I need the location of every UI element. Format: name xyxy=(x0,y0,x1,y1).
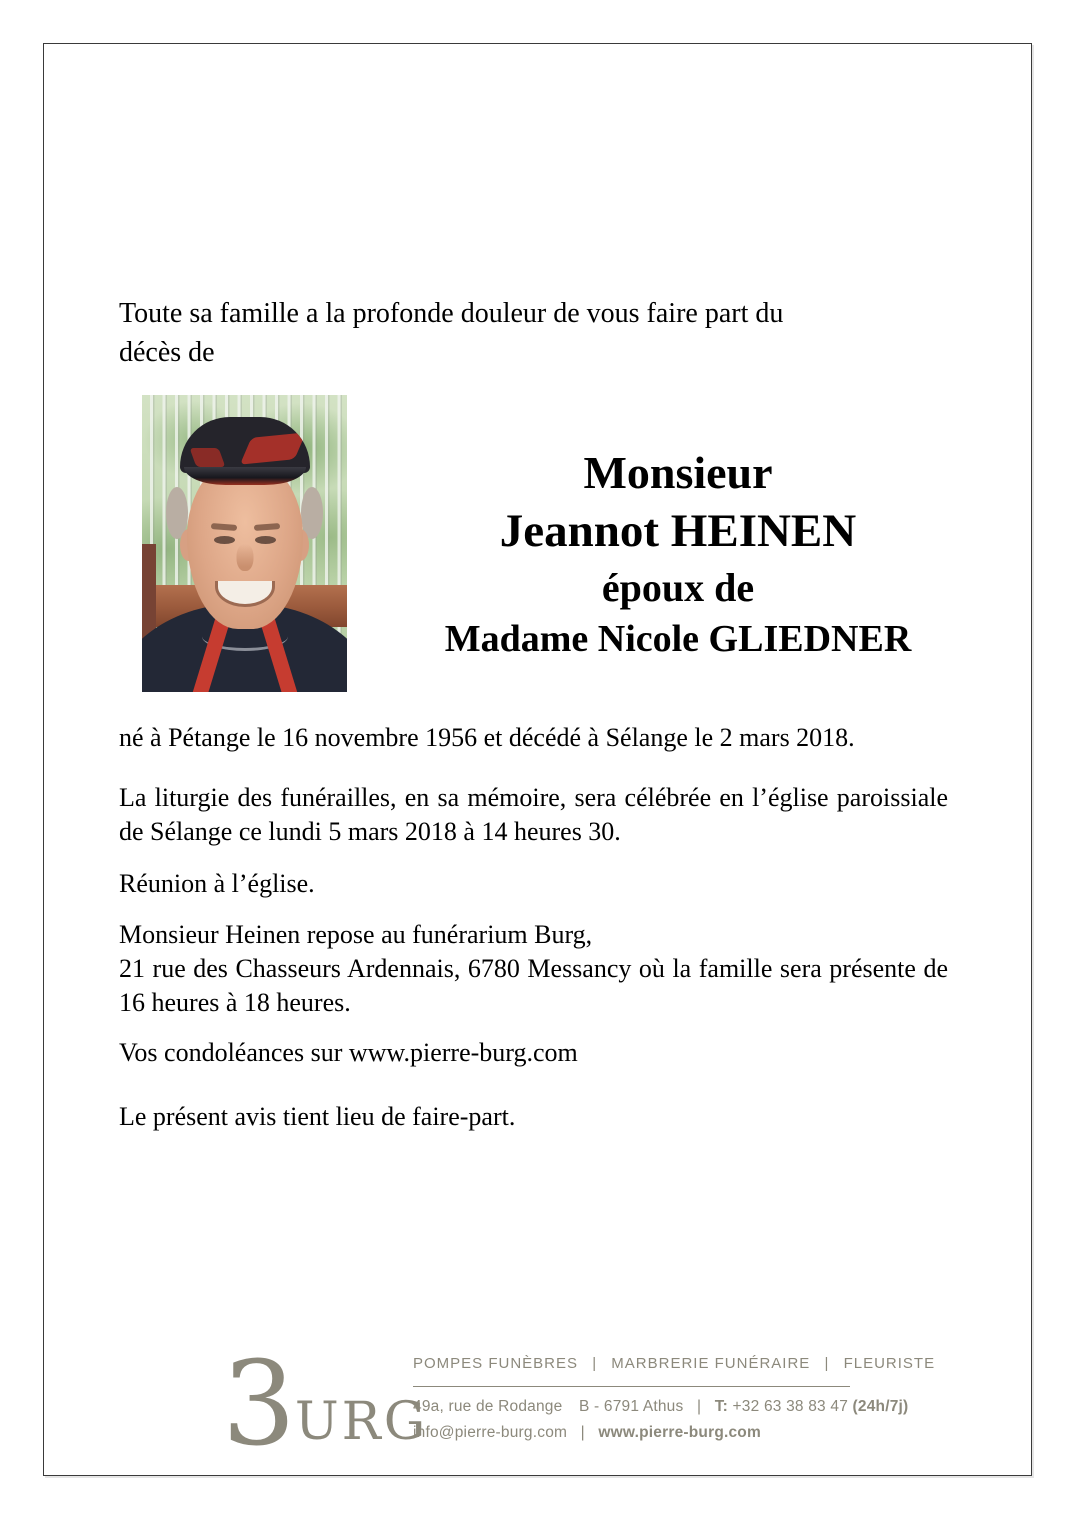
footer-separator: | xyxy=(696,1398,702,1415)
footer-city: B - 6791 Athus xyxy=(578,1398,684,1415)
footer-email: info@pierre-burg.com xyxy=(413,1424,568,1441)
burg-logo xyxy=(222,1337,429,1472)
paragraph-condolences: Vos condoléances sur www.pierre-burg.com xyxy=(119,1038,578,1067)
footer-separator: | xyxy=(580,1424,585,1441)
footer-service-fleuriste: FLEURISTE xyxy=(843,1355,936,1372)
intro-line-2: décès de xyxy=(119,337,215,368)
paragraph-meeting: Réunion à l’église. xyxy=(119,869,315,898)
deceased-relation: époux de xyxy=(601,565,755,610)
footer-service-marbrerie: MARBRERIE FUNÉRAIRE xyxy=(611,1355,811,1372)
paragraph-repose xyxy=(119,918,948,1020)
footer-divider-line xyxy=(413,1386,850,1387)
photo-eye-left xyxy=(214,536,235,544)
photo-nose xyxy=(236,544,253,571)
deceased-title: Monsieur xyxy=(583,447,773,498)
photo-cap-red-patch xyxy=(189,448,225,467)
burg-logo-initial: 3 xyxy=(222,1337,294,1472)
footer-service-pompes: POMPES FUNÈBRES xyxy=(413,1355,579,1372)
photo-eye-right xyxy=(255,536,276,544)
paragraph-liturgy: La liturgie des funérailles, en sa mémoire, sera célébrée en l’église paroissiale de Sélange ce lundi 5 mars 2018 à 14 heures 30. xyxy=(119,783,948,846)
footer-separator: | xyxy=(824,1355,830,1372)
intro-line-1: Toute sa famille a la profonde douleur de vous faire part du xyxy=(119,298,784,329)
footer-street: 49a, rue de Rodange xyxy=(413,1398,563,1415)
deceased-name: Jeannot HEINEN xyxy=(499,505,857,557)
footer-services-line xyxy=(413,1355,935,1372)
footer-separator: | xyxy=(592,1355,598,1372)
portrait-photo xyxy=(142,395,347,692)
paragraph-birth-death: né à Pétange le 16 novembre 1956 et décédé à Sélange le 2 mars 2018. xyxy=(119,723,855,752)
burg-logo-rest: URG xyxy=(294,1392,429,1452)
footer-tel-number: +32 63 38 83 47 xyxy=(732,1398,849,1415)
deceased-spouse: Madame Nicole GLIEDNER xyxy=(444,618,912,660)
footer-website: www.pierre-burg.com xyxy=(598,1424,761,1441)
repose-line-1: Monsieur Heinen repose au funérarium Burg, xyxy=(119,920,593,949)
repose-line-2: 21 rue des Chasseurs Ardennais, 6780 Messancy où la famille sera présente de 16 heures à 18 heures. xyxy=(119,954,948,1017)
page-border-frame xyxy=(43,43,1032,1476)
deceased-name-block xyxy=(378,446,978,664)
photo-frame-left xyxy=(142,544,156,639)
photo-cap-red-patch xyxy=(240,433,306,465)
footer-address-line xyxy=(413,1398,908,1416)
intro-paragraph xyxy=(119,294,959,372)
footer-hours: (24h/7j) xyxy=(852,1398,909,1415)
footer-tel-label: T: xyxy=(714,1398,729,1415)
paragraph-notice: Le présent avis tient lieu de faire-part. xyxy=(119,1102,516,1131)
footer-contact-line xyxy=(413,1424,761,1442)
